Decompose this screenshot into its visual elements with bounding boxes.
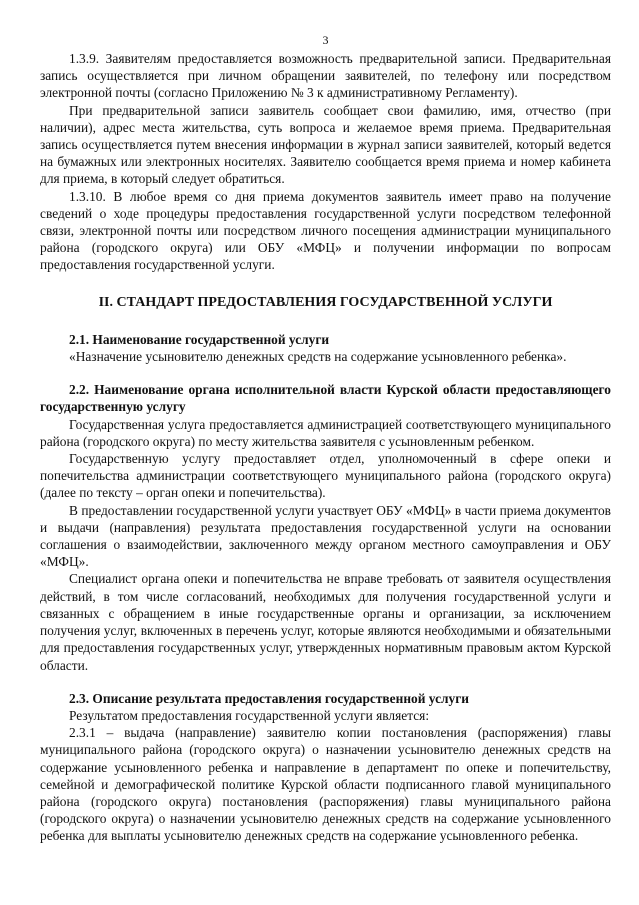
section-title: II. СТАНДАРТ ПРЕДОСТАВЛЕНИЯ ГОСУДАРСТВЕННОЙ УСЛУГИ: [98, 294, 553, 310]
subsection-2-1-heading: 2.1. Наименование государственной услуги: [69, 331, 330, 347]
subsection-2-2-heading: 2.2. Наименование органа исполнительной власти Курской области предоставляющего государственную услугу: [40, 382, 611, 415]
subsection-2-2-paragraph: В предоставлении государственной услуги участвует ОБУ «МФЦ» в части приема документов и выдачи (направления) результата предоставления государственной услуги на основании соглашения о взаимодействии, заключенного между органом местного самоуправления и ОБУ «МФЦ».: [40, 502, 611, 570]
paragraph-1-3-9: 1.3.9. Заявителям предоставляется возможность предварительной записи. Предварительная запись осуществляется при личном обращении заявителей, по телефону или посредством электронной почты (согласно Приложению № 3 к административному Регламенту).: [40, 51, 611, 101]
subsection-2-2-paragraph: Специалист органа опеки и попечительства не вправе требовать от заявителя осуществления действий, в том числе согласований, необходимых для получения государственной услуги и связанных с обращением в иные государственные органы и организации, за исключением получения услуг, включенных в перечень услуг, которые являются необходимыми и обязательными для предоставления государственных услуг, утвержденных нормативным правовым актом Курской области.: [40, 571, 611, 673]
subsection-2-1-paragraph: «Назначение усыновителю денежных средств на содержание усыновленного ребенка».: [69, 349, 567, 365]
subsection-2-2-paragraph: Государственную услугу предоставляет отдел, уполномоченный в сфере опеки и попечительства администрации соответствующего муниципального района (городского округа) (далее по тексту – орган опеки и попечительства).: [40, 451, 611, 501]
paragraph-1-3-10: 1.3.10. В любое время со дня приема документов заявитель имеет право на получение сведений о ходе процедуры предоставления государственной услуги посредством телефонной связи, электронной почты или посредством личного посещения администрации муниципального района (городского округа) или ОБУ «МФЦ» и получении информации по вопросам предоставления государственной услуги.: [40, 188, 611, 273]
subsection-2-3-paragraph: 2.3.1 – выдача (направление) заявителю копии постановления (распоряжения) главы муниципального района (городского округа) о назначении усыновителю денежных средств на содержание усыновленного ребенка и направление в департамент по опеке и попечительству, семейной и демографической политике Курской области подписанного главой муниципального района (городского округа) постановления (распоряжения) главы муниципального района (городского округа) о назначении усыновителю денежных средств на содержание усыновленного ребенка для выплаты усыновителю денежных средств на содержание усыновленного ребенка.: [40, 725, 611, 844]
subsection-2-3-heading: 2.3. Описание результата предоставления государственной услуги: [69, 690, 470, 706]
subsection-2-2-paragraph: Государственная услуга предоставляется администрацией соответствующего муниципального района (городского округа) по месту жительства заявителя с усыновленным ребенком.: [40, 416, 611, 449]
page-number: 3: [322, 33, 329, 47]
subsection-2-3-paragraph: Результатом предоставления государственной услуги является:: [69, 707, 430, 723]
paragraph-preregistration: При предварительной записи заявитель сообщает свои фамилию, имя, отчество (при наличии), адрес места жительства, суть вопроса и желаемое время приема. Предварительная запись осуществляется путем внесения информации в журнал записи заявителей, который ведется на бумажных или электронных носителях. Заявителю сообщается время приема и номер кабинета для приема, в который следует обратиться.: [40, 102, 611, 187]
